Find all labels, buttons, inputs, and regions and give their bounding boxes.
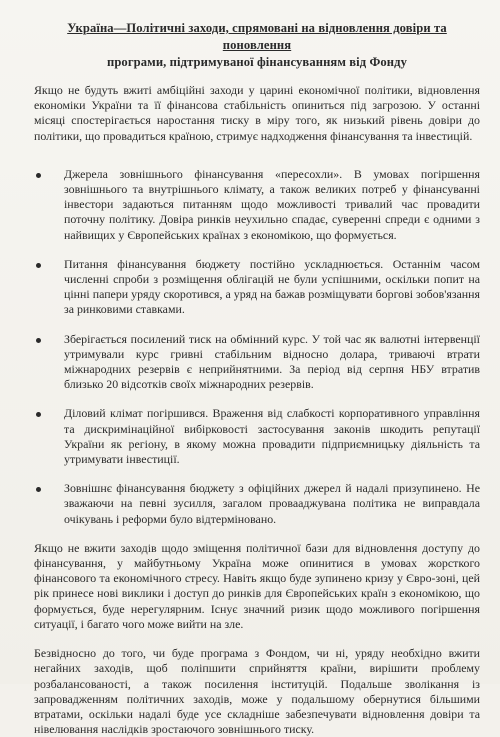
bullet-icon: [36, 487, 41, 492]
intro-paragraph: Якщо не будуть вжиті амбіційні заходи у царині економічної політики, відновлення економіки України та її фінансова стабільність опиниться під загрозою. У останні місяці спостерігається наростання тиску в міру того, як низький рівень довіри до політики, що провадиться країною, стримує надходження фінансування та інвестицій.: [34, 83, 480, 143]
body-paragraph-3: Безвідносно до того, чи буде програма з Фондом, чи ні, уряду необхідно вжити негайних заходів, щоб поліпшити сприйняття країни, вирішити проблему розбалансованості, а також посилення інституцій. Подальше зволікання із запровадженням політичних заходів, може у подальшому обернутися більшими втратами, оскільки надалі буде усе складніше забезпечувати відновлення довіри та нівелювання наслідків зростаючого зовнішнього тиску.: [34, 646, 480, 737]
page-title: [34, 20, 480, 71]
bullet-item: [34, 167, 480, 243]
bullet-icon: [36, 412, 41, 417]
bullet-icon: [36, 338, 41, 343]
bullet-text: Питання фінансування бюджету постійно ускладнюється. Останнім часом численні спроби з розміщення облігацій не були успішними, оскільки попит на цінні папери уряду скоротився, а уряд на бажав розміщувати боргові зобов'язання за ринковими ставками.: [64, 256, 480, 317]
bullet-item: [34, 406, 480, 467]
bullet-item: [34, 481, 480, 527]
bullet-text: Джерела зовнішнього фінансування «пересохли». В умовах погіршення зовнішнього та внутрішнього клімату, а також великих потреб у фінансуванні інвестори задаються питанням щодо можливості тривалий час провадити поточну політику. Довіра ринків неухильно спадає, суверенні спреди є одними з найвищих у Європейських країнах з економікою, що формується.: [64, 166, 480, 242]
bullet-text: Зберігається посилений тиск на обмінний курс. У той час як валютні інтервенції утримували курс гривні стабільним відносно долара, триваючі втрати міжнародних резервів є неприйнятними. За період від серпня НБУ втратив близько 20 відсотків своїх міжнародних резервів.: [64, 331, 480, 392]
title-line-2: програми, підтримуваної фінансуванням від Фонду: [106, 55, 408, 69]
bullet-item: [34, 332, 480, 393]
bullet-icon: [36, 263, 41, 268]
body-paragraph-2: Якщо не вжити заходів щодо зміщення політичної бази для відновлення доступу до фінансування, у майбутньому Україна може опинитися в умовах жорсткого фінансового та економічного стресу. Навіть якщо буде зупинено кризу у Євро-зоні, цей рік принесе нові виклики і доступ до ринків для Європейських країн з економікою, що формується, буде нерегулярним. Існує значний ризик щодо можливого погіршення ситуації, і багато чого може вийти на зле.: [34, 540, 480, 631]
bullet-icon: [36, 173, 41, 178]
bullet-text: Зовнішнє фінансування бюджету з офіційних джерел й надалі призупинено. Не зважаючи на певні зусилля, загалом провааджувана політика не виправдала очікувань і реформи було відтерміновано.: [64, 481, 480, 526]
bullet-text: Діловий клімат погіршився. Враження від слабкості корпоративного управління та дискримінаційної вибірковості застосування законів шкодить репутації України як регіону, в якому можна провадити підприємницьку діяльність та утримувати інвестиції.: [64, 406, 480, 467]
bullet-item: [34, 257, 480, 318]
title-line-1: Україна—Політичні заходи, спрямовані на відновлення довіри та поновлення: [67, 21, 447, 52]
bullet-list: [34, 167, 480, 527]
